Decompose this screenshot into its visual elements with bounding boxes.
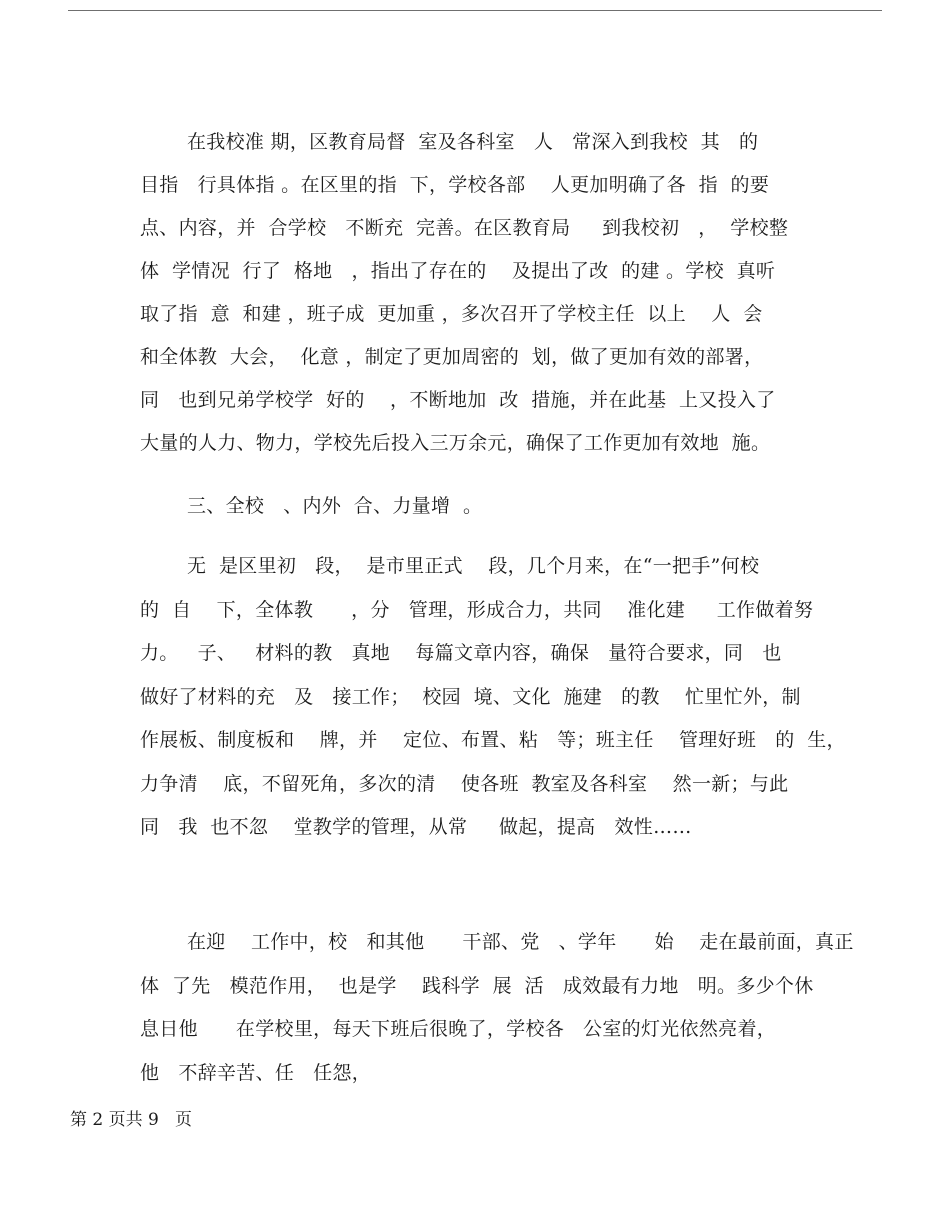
paragraph-3 bbox=[140, 921, 854, 1095]
text-line: 力争清 底，不留死角，多次的清 使各班 教室及各科室 然一新；与此 bbox=[140, 772, 789, 795]
text-line: 同 我 也不忽 堂教学的管理，从常 做起，提高 效性…… bbox=[140, 816, 692, 838]
heading-line: 三、全校 、内外 合、力量增 。 bbox=[187, 495, 483, 517]
text-line: 体 学情况 行了 格地 ，指出了存在的 及提出了改 的建 。学校 真听 bbox=[140, 260, 776, 282]
text-line: 他 不辞辛苦、任 任怨， bbox=[140, 1061, 372, 1084]
paragraph-1 bbox=[140, 121, 789, 465]
text-line: 同 也到兄弟学校学 好的 ，不断地加 改 措施，并在此基 上又投入了 bbox=[140, 389, 776, 411]
page-number-footer: 第 2 页共 9 页 bbox=[70, 1110, 193, 1130]
text-line: 点、内容，并 合学校 不断充 完善。在区教育局 到我校初 ， 学校整 bbox=[140, 217, 789, 239]
text-line: 目指 行具体指 。在区里的指 下，学校各部 人更加明确了各 指 的要 bbox=[140, 174, 770, 196]
paragraph-2 bbox=[140, 545, 846, 850]
section-heading bbox=[140, 485, 780, 528]
text-line: 作展板、制度板和 牌，并 定位、布置、粘 等；班主任 管理好班 的 生， bbox=[140, 729, 846, 751]
text-line: 和全体教 大会， 化意 ，制定了更加周密的 划，做了更加有效的部署， bbox=[140, 346, 764, 368]
text-line: 体 了先 模范作用， 也是学 践科学 展 活 成效最有力地 明。多少个休 bbox=[140, 974, 814, 997]
text-line: 力。 子、 材料的教 真地 每篇文章内容，确保 量符合要求，同 也 bbox=[140, 642, 782, 664]
text-line: 取了指 意 和建 ，班子成 更加重 ，多次召开了学校主任 以上 人 会 bbox=[140, 303, 763, 325]
text-line: 的 自 下，全体教 ，分 管理，形成合力，共同 准化建 工作做着努 bbox=[140, 598, 814, 621]
text-line: 在迎 工作中，校 和其他 干部、党 、学年 始 走在最前面，真正 bbox=[187, 931, 854, 953]
text-line: 大量的人力、物力，学校先后投入三万余元，确保了工作更加有效地 施。 bbox=[140, 432, 771, 454]
text-line: 息日他 在学校里，每天下班后很晚了，学校各 公室的灯光依然亮着， bbox=[140, 1018, 777, 1040]
header-rule bbox=[68, 10, 882, 11]
text-line: 在我校准 期，区教育局督 室及各科室 人 常深入到我校 其 的 bbox=[187, 131, 759, 153]
text-line: 无 是区里初 段， 是市里正式 段，几个月来，在“一把手”何校 bbox=[187, 555, 760, 577]
text-line: 做好了材料的充 及 接工作； 校园 境、文化 施建 的教 忙里忙外，制 bbox=[140, 685, 801, 708]
